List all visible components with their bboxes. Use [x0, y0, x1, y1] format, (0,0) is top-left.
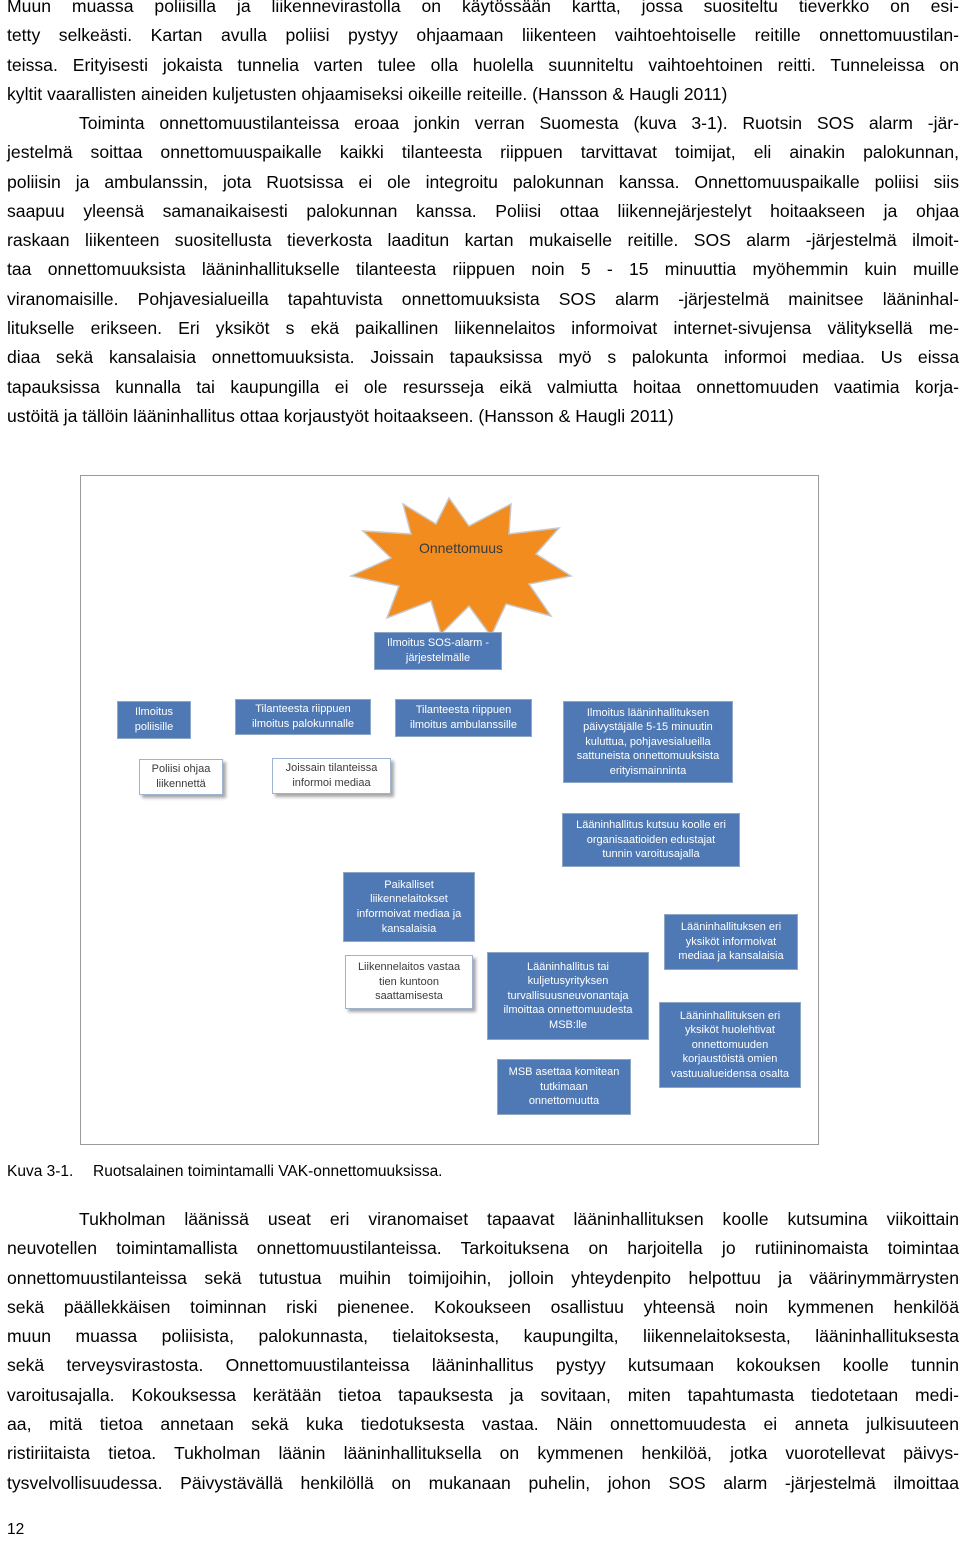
- node-fire-notice: Tilanteesta riippuen ilmoitus palokunnalle: [235, 699, 371, 735]
- figure-caption-text: Ruotsalainen toimintamalli VAK-onnettomuuksissa.: [93, 1163, 443, 1180]
- text-line: muun muassa poliisista, palokunnasta, tielaitoksesta, kaupungilta, liikennelaitoksesta, lääninhallituksesta: [7, 1326, 959, 1347]
- node-county-transport-msb: Lääninhallitus tai kuljetusyrityksen turvallisuusneuvonantaja ilmoittaa onnettomuudesta MSB:lle: [487, 952, 649, 1040]
- page-number: 12: [7, 1521, 25, 1538]
- node-police-directs: Poliisi ohjaa liikennettä: [139, 759, 223, 795]
- text-line: taa onnettomuuksista lääninhallitukselle tilanteesta riippuen noin 5 - 15 minuuttia myöhemmin kuin muille: [7, 259, 959, 280]
- onnettomuus-burst: [351, 498, 571, 636]
- text-line: litukselle erikseen. Eri yksiköt s ekä paikallinen liikennelaitos informoivat internet-sivujensa välityksellä me-: [7, 318, 959, 339]
- text-line: saapuu yleensä samanaikaisesti palokunnan kanssa. Poliisi ottaa liikennejärjestelyt hoitaakseen ja ohjaa: [7, 200, 959, 221]
- node-police-notice: Ilmoitus poliisille: [117, 701, 191, 739]
- node-media-fire: Joissain tilanteissa informoi mediaa: [272, 758, 391, 794]
- text-line: tetty selkeästi. Kartan avulla poliisi pystyy ohjaamaan liikenteen vaihtoehtoiselle reitille onnettomuustilan-: [7, 25, 959, 46]
- text-line: raskaan liikenteen suositellusta tieverkosta laaditun kartan mukaiselle reitille. SOS alarm -järjestelmä ilmoit-: [7, 230, 959, 251]
- text-line: viranomaisille. Pohjavesialueilla tapahtuvista onnettomuuksista SOS alarm -järjestelmä mainitsee lääninhal-: [7, 288, 959, 309]
- text-line: Muun muassa poliisilla ja liikennevirastolla on käytössään kartta, jossa suositeltu tieverkko on esi-: [7, 0, 959, 16]
- flow-diagram: [80, 475, 819, 1145]
- paragraph-main: [7, 109, 959, 431]
- text-line: diaa sekä kansalaisia onnettomuuksista. Joissain tapauksissa myö s palokunta informoi mediaa. Us eissa: [7, 347, 959, 368]
- node-ambulance-notice: Tilanteesta riippuen ilmoitus ambulanssille: [395, 699, 532, 737]
- text-line: poliisin ja ambulanssin, jota Ruotsissa ei ole integroitu palokunnan kanssa. Onnettomuuspaikalle poliisi siis: [7, 171, 959, 192]
- node-county-units-repair: Lääninhallituksen eri yksiköt huolehtivat onnettomuuden korjaustöistä omien vastuualueidensa osalta: [659, 1002, 801, 1088]
- text-line: kyltit vaarallisten aineiden kuljetusten ohjaamiseksi oikeille reiteille. (Hansson & Haugli 2011): [7, 83, 728, 104]
- node-transport-repair: Liikennelaitos vastaa tien kuntoon saattamisesta: [345, 955, 473, 1009]
- figure-caption-label: Kuva 3-1.: [7, 1163, 74, 1180]
- node-county-summons: Lääninhallitus kutsuu koolle eri organisaatioiden edustajat tunnin varoitusajalla: [562, 813, 740, 867]
- text-line: ristiriitaista tietoa. Tukholman läänin lääninhallituksella on kymmenen henkilöä, jotka vuorotellevat päivys-: [7, 1443, 959, 1464]
- text-line: jestelmä soittaa onnettomuuspaikalle kaikki tilanteesta riippuen tarvittavat toimijat, eli ainakin palokunnan,: [7, 142, 959, 163]
- text-line: tapauksissa kunnalla tai kaupungilla ei ole resursseja eikä valmiutta hoitaa onnettomuuden vaatimia korja-: [7, 376, 959, 397]
- paragraph-bottom: [7, 1205, 959, 1498]
- burst-label: Onnettomuus: [418, 540, 504, 556]
- text-line: ustöitä ja tällöin lääninhallitus ottaa korjaustyöt hoitaakseen. (Hansson & Haugli 2011): [7, 405, 674, 426]
- text-line: Toiminta onnettomuustilanteissa eroaa jonkin verran Suomesta (kuva 3-1). Ruotsin SOS alarm -jär-: [79, 113, 959, 133]
- node-local-transport: Paikalliset liikennelaitokset informoivat mediaa ja kansalaisia: [343, 872, 475, 942]
- paragraph-top: [7, 0, 959, 109]
- node-sos-alarm: Ilmoitus SOS-alarm - järjestelmälle: [374, 632, 502, 670]
- text-line: onnettomuustilanteissa sekä tutustua muihin toimijoihin, jolloin yhteydenpito helpottuu ja väärinymmärrysten: [7, 1267, 959, 1288]
- node-county-units-inform: Lääninhallituksen eri yksiköt informoivat mediaa ja kansalaisia: [664, 914, 798, 970]
- text-line: neuvotellen toimintamallista onnettomuustilanteissa. Tarkoituksena on harjoitella jo rutiininomaista toimintaa: [7, 1238, 959, 1259]
- text-line: sekä päällekkäisen toiminnan riski pienenee. Kokoukseen osallistuu yhteensä noin kymmenen henkilöä: [7, 1296, 959, 1317]
- text-line: sekä terveysvirastosta. Onnettomuustilanteissa lääninhallitus pystyy kutsumaan kokouksen koolle tunnin: [7, 1355, 959, 1376]
- node-county-notice: Ilmoitus lääninhallituksen päivystäjälle 5-15 minuutin kuluttua, pohjavesialueilla sattuneista onnettomuuksista erityismainninta: [563, 701, 733, 783]
- text-line: aa, mitä tietoa annetaan sekä kuka tiedotuksesta vastaa. Näin onnettomuudesta ei anneta julkisuuteen: [7, 1414, 959, 1435]
- text-line: varoitusajalla. Kokouksessa kerätään tietoa tapauksesta ja sovitaan, miten tapahtumasta tiedotetaan medi-: [7, 1384, 959, 1405]
- text-line: teissa. Erityisesti jokaista tunnelia varten tulee olla huolella suunniteltu vaihtoehtoinen reitti. Tunneleissa on: [7, 54, 959, 75]
- text-line: Tukholman läänissä useat eri viranomaiset tapaavat lääninhallituksen koolle kutsumina viikoittain: [79, 1209, 959, 1229]
- text-line: tysvelvollisuudessa. Päivystävällä henkilöllä on mukanaan puhelin, johon SOS alarm -järjestelmä ilmoittaa: [7, 1472, 959, 1493]
- node-msb-committee: MSB asettaa komitean tutkimaan onnettomuutta: [497, 1059, 631, 1115]
